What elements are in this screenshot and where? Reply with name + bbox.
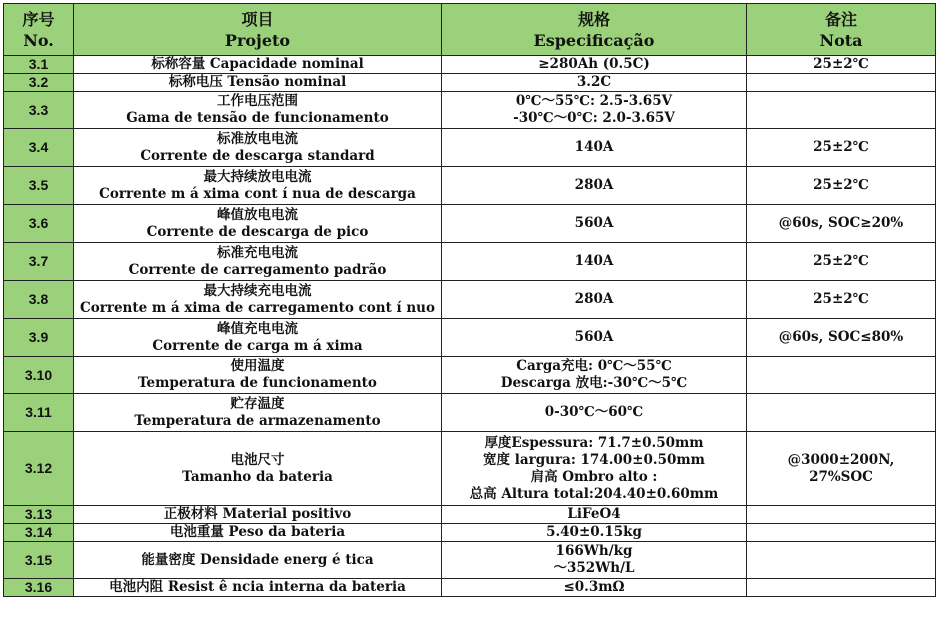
row-item: [74, 92, 442, 129]
header-item-zh: 项目: [241, 9, 274, 29]
row-spec-line: 厚度Espessura: 71.7±0.50mm: [484, 434, 704, 451]
row-spec-line: 140A: [574, 139, 614, 155]
row-spec-line: 0-30℃～60℃: [544, 404, 644, 420]
row-item-line: 电池尺寸: [230, 451, 285, 468]
row-item-line: 电池内阻 Resist ê ncia interna da bateria: [109, 579, 406, 595]
row-item-line: Corrente m á xima de carregamento cont í nuo: [79, 299, 435, 316]
row-note: [747, 506, 936, 524]
row-item: [74, 394, 442, 432]
row-spec-line: 140A: [574, 253, 614, 269]
row-item-line: Temperatura de funcionamento: [138, 375, 377, 391]
row-item: [74, 167, 442, 205]
row-item-line: Corrente de carregamento padrão: [128, 261, 387, 278]
table-row: [4, 167, 936, 205]
header-row: [4, 4, 936, 56]
row-item: [74, 281, 442, 319]
table-row: [4, 524, 936, 542]
row-item: [74, 432, 442, 506]
table-row: [4, 579, 936, 597]
row-spec-line: 280A: [574, 291, 614, 307]
row-spec-line: 肩高 Ombro alto :: [530, 468, 658, 485]
row-item-line: 标准充电电流: [217, 244, 298, 261]
row-number: 3.13: [4, 506, 74, 524]
row-note: [747, 524, 936, 542]
row-spec: [442, 357, 747, 394]
row-spec: [442, 542, 747, 579]
row-item: [74, 74, 442, 92]
table-row: [4, 432, 936, 506]
row-note: [747, 542, 936, 579]
row-number: 3.7: [4, 243, 74, 281]
row-note: [747, 281, 936, 319]
row-spec: [442, 92, 747, 129]
row-spec-line: 0℃～55℃: 2.5-3.65V: [515, 93, 673, 109]
row-spec: [442, 394, 747, 432]
row-note: [747, 319, 936, 357]
table-row: [4, 281, 936, 319]
row-item-line: 工作电压范围: [217, 93, 298, 109]
row-number: 3.4: [4, 129, 74, 167]
spec-table: [3, 3, 936, 597]
row-note-line: @60s, SOC≥20%: [778, 215, 904, 231]
header-note-pt: Nota: [819, 30, 863, 50]
row-spec: [442, 579, 747, 597]
row-number: 3.15: [4, 542, 74, 579]
row-item: [74, 243, 442, 281]
table-row: [4, 205, 936, 243]
table-row: [4, 394, 936, 432]
header-num-zh: 序号: [22, 9, 55, 29]
table-row: [4, 56, 936, 74]
row-note: [747, 167, 936, 205]
row-note: [747, 92, 936, 129]
row-item-line: 正极材料 Material positivo: [163, 506, 352, 522]
row-note-line: 25±2℃: [813, 177, 869, 193]
row-spec-line: LiFeO4: [567, 506, 621, 522]
row-spec-line: 宽度 largura: 174.00±0.50mm: [483, 451, 705, 468]
row-spec-line: ≤0.3mΩ: [563, 579, 625, 595]
header-note: [747, 4, 936, 56]
row-item-line: 电池重量 Peso da bateria: [169, 524, 346, 540]
table-body: [4, 56, 936, 597]
row-number: 3.6: [4, 205, 74, 243]
row-item: [74, 56, 442, 74]
row-item-line: Corrente de descarga de pico: [146, 223, 369, 240]
row-item-line: 峰值充电电流: [217, 320, 298, 337]
row-item: [74, 319, 442, 357]
row-item-line: 标称容量 Capacidade nominal: [151, 56, 364, 72]
row-spec-line: 总高 Altura total:204.40±0.60mm: [469, 485, 719, 502]
row-spec: [442, 243, 747, 281]
row-item: [74, 129, 442, 167]
row-spec: [442, 506, 747, 524]
row-spec-line: ～352Wh/L: [553, 560, 635, 576]
row-spec: [442, 205, 747, 243]
header-item: [74, 4, 442, 56]
row-spec-line: ≥280Ah (0.5C): [538, 56, 650, 72]
row-number: 3.8: [4, 281, 74, 319]
row-note-line: @60s, SOC≤80%: [778, 329, 904, 345]
row-spec-line: Descarga 放电:-30℃～5℃: [500, 375, 688, 391]
row-number: 3.10: [4, 357, 74, 394]
table-row: [4, 319, 936, 357]
row-item-line: 峰值放电电流: [217, 206, 298, 223]
row-number: 3.11: [4, 394, 74, 432]
row-item: [74, 579, 442, 597]
row-item: [74, 542, 442, 579]
row-spec: [442, 281, 747, 319]
row-number: 3.9: [4, 319, 74, 357]
row-spec-line: 560A: [574, 215, 614, 231]
row-spec: [442, 524, 747, 542]
row-item: [74, 357, 442, 394]
table-row: [4, 243, 936, 281]
header-spec-zh: 规格: [577, 9, 610, 29]
row-number: 3.12: [4, 432, 74, 506]
table-row: [4, 92, 936, 129]
row-spec-line: -30℃～0℃: 2.0-3.65V: [513, 110, 675, 126]
row-number: 3.16: [4, 579, 74, 597]
row-spec-line: 166Wh/kg: [555, 543, 633, 559]
row-note-line: 25±2℃: [813, 139, 869, 155]
row-note-line: 25±2℃: [813, 56, 869, 72]
row-note: [747, 432, 936, 506]
row-note: [747, 357, 936, 394]
row-item-line: Corrente de carga m á xima: [152, 337, 363, 354]
header-spec-pt: Especificação: [533, 30, 655, 50]
row-number: 3.1: [4, 56, 74, 74]
row-note-line: 25±2℃: [813, 291, 869, 307]
row-note: [747, 579, 936, 597]
row-item-line: Temperatura de armazenamento: [134, 412, 381, 429]
row-item-line: 标称电压 Tensão nominal: [168, 74, 347, 90]
row-number: 3.5: [4, 167, 74, 205]
row-spec: [442, 167, 747, 205]
row-note-line: 27%SOC: [809, 468, 873, 485]
row-spec: [442, 74, 747, 92]
row-spec: [442, 432, 747, 506]
header-note-zh: 备注: [824, 9, 857, 29]
row-item-line: Corrente m á xima cont í nua de descarga: [99, 185, 416, 202]
row-item-line: 标准放电电流: [217, 130, 298, 147]
row-spec-line: 560A: [574, 329, 614, 345]
row-spec: [442, 129, 747, 167]
header-num-pt: No.: [23, 30, 54, 50]
row-number: 3.2: [4, 74, 74, 92]
row-item-line: Corrente de descarga standard: [140, 147, 375, 164]
row-item: [74, 506, 442, 524]
row-note-line: 25±2℃: [813, 253, 869, 269]
row-note: [747, 129, 936, 167]
table-row: [4, 129, 936, 167]
row-note: [747, 74, 936, 92]
row-note: [747, 394, 936, 432]
row-item-line: Gama de tensão de funcionamento: [126, 110, 389, 126]
header-spec: [442, 4, 747, 56]
row-note: [747, 243, 936, 281]
table-row: [4, 542, 936, 579]
row-item-line: 最大持续放电电流: [203, 168, 312, 185]
row-note-line: @3000±200N,: [787, 451, 895, 468]
header-item-pt: Projeto: [224, 30, 291, 50]
row-item-line: 能量密度 Densidade energ é tica: [141, 551, 374, 568]
row-item: [74, 524, 442, 542]
row-spec-line: 3.2C: [576, 74, 612, 90]
table-row: [4, 506, 936, 524]
row-number: 3.14: [4, 524, 74, 542]
row-item: [74, 205, 442, 243]
row-spec-line: 5.40±0.15kg: [546, 524, 642, 540]
row-spec: [442, 319, 747, 357]
row-item-line: 贮存温度: [230, 395, 285, 412]
row-note: [747, 205, 936, 243]
row-number: 3.3: [4, 92, 74, 129]
row-spec-line: 280A: [574, 177, 614, 193]
header-num: [4, 4, 74, 56]
table-row: [4, 357, 936, 394]
row-item-line: 使用温度: [230, 358, 285, 374]
table-row: [4, 74, 936, 92]
row-item-line: Tamanho da bateria: [182, 468, 333, 485]
row-note: [747, 56, 936, 74]
row-item-line: 最大持续充电电流: [203, 282, 312, 299]
row-spec-line: Carga充电: 0℃～55℃: [516, 358, 672, 374]
row-spec: [442, 56, 747, 74]
